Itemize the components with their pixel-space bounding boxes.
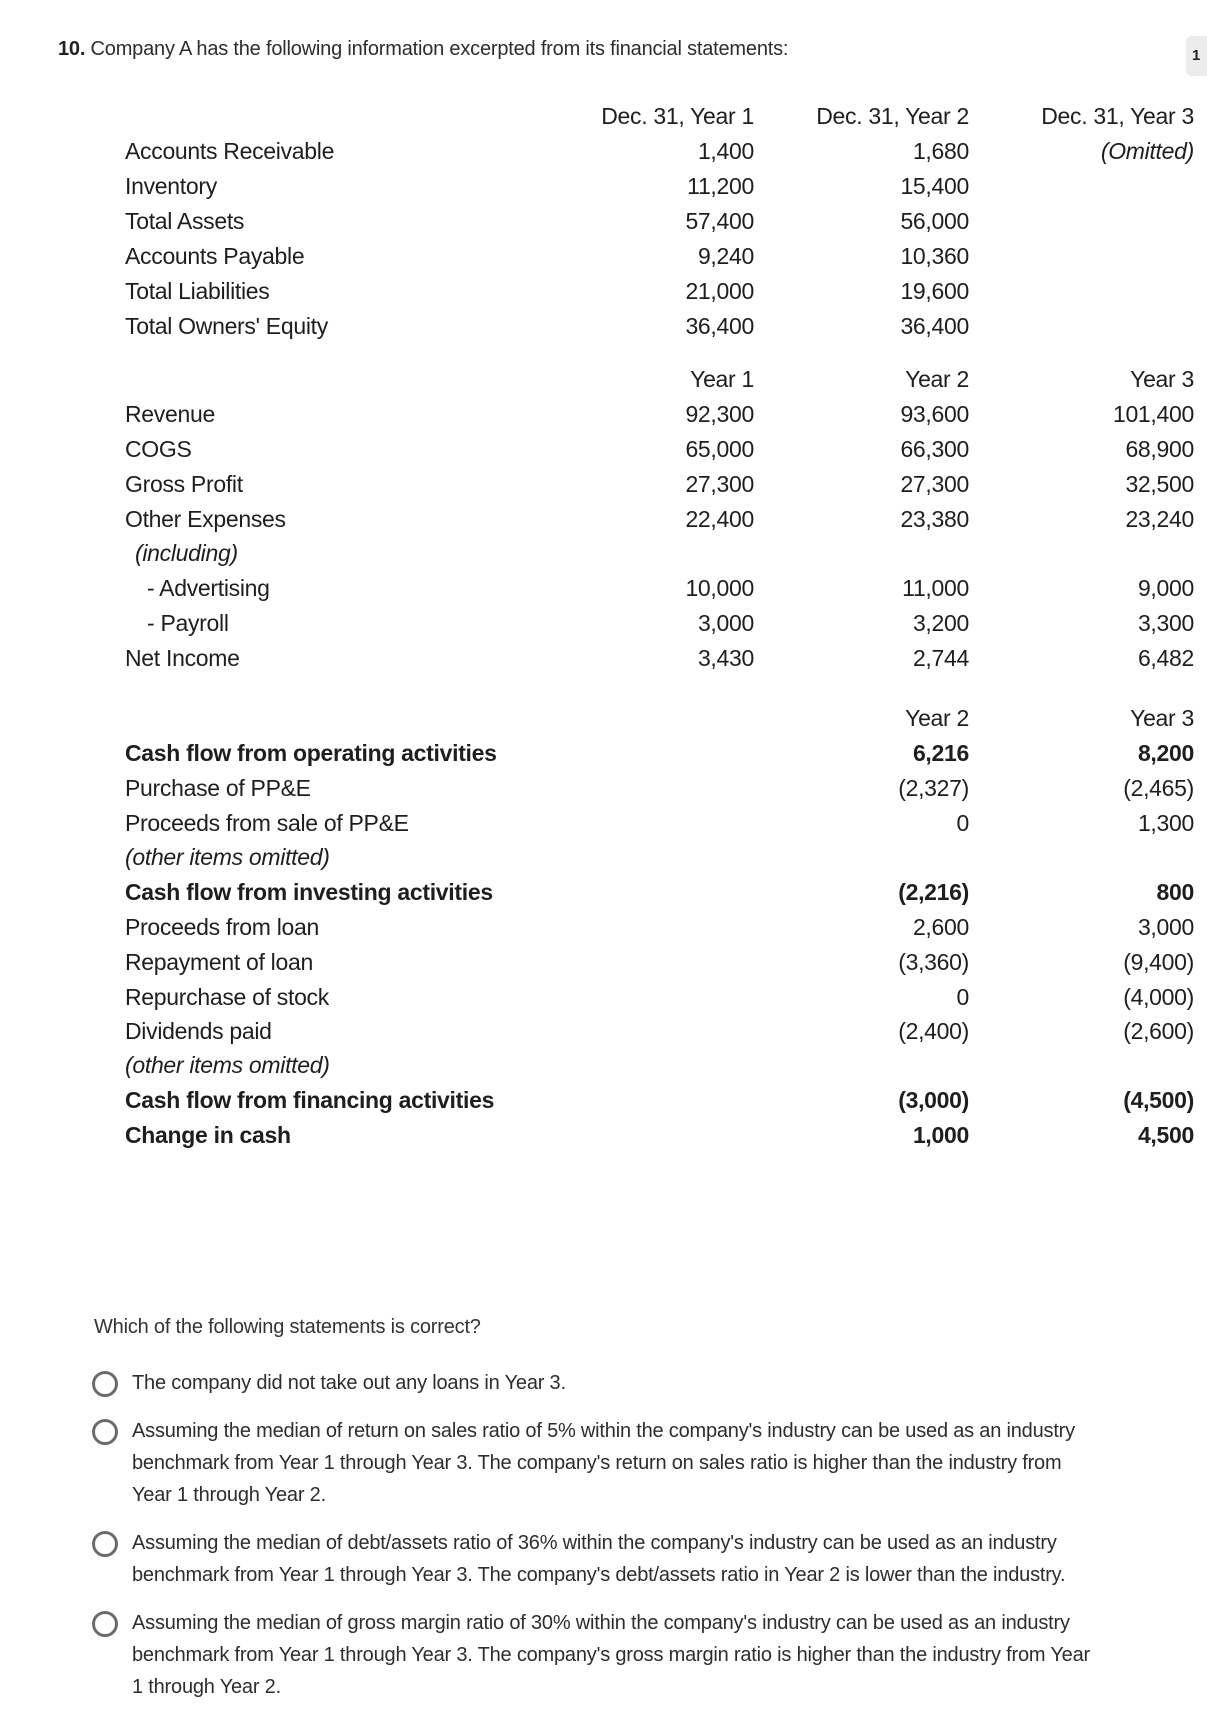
cell-value: 6,216 (912, 740, 969, 766)
option-label: Assuming the median of debt/assets ratio of 36% within the company's industry can be used as an industry benchmark from Year 1 through Year 3. The company's debt/assets ratio in Year 2 is lower than the industry. (132, 1532, 1066, 1586)
row-label: Cash flow from operating activities (125, 740, 497, 766)
table-row (125, 278, 1075, 316)
question-number: 10. (58, 38, 86, 60)
cell-value: 23,380 (900, 506, 969, 532)
row-label: COGS (125, 436, 192, 462)
row-label: (other items omitted) (125, 1052, 330, 1078)
cell-value: 2,600 (912, 914, 969, 940)
table-row (125, 810, 1194, 848)
cell-value: 3,000 (1137, 914, 1194, 940)
row-label: Proceeds from sale of PP&E (125, 810, 409, 836)
option-label: Assuming the median of return on sales ratio of 5% within the company's industry can be used as an industry benchmark from Year 1 through Year 3. The company's return on sales ratio is higher than the industry from Year 1 through Year 2. (132, 1420, 1075, 1506)
answer-option-4[interactable] (92, 1610, 1092, 1703)
cell-value: (2,327) (898, 775, 969, 801)
row-label: Dividends paid (125, 1018, 272, 1044)
table-row (125, 208, 1075, 246)
cell-value: 10,000 (685, 575, 754, 601)
cell-value: (9,400) (1123, 949, 1194, 975)
row-label: (other items omitted) (125, 844, 330, 870)
cell-value: 27,300 (900, 471, 969, 497)
balance-sheet-header-row (125, 103, 1194, 141)
cell-value: 92,300 (685, 401, 754, 427)
column-header: Dec. 31, Year 1 (601, 103, 754, 129)
table-row (125, 436, 1194, 474)
cell-value: 65,000 (685, 436, 754, 462)
table-row (125, 645, 1194, 683)
cell-value: 32,500 (1125, 471, 1194, 497)
radio-button-icon[interactable] (92, 1531, 118, 1557)
cell-value: 3,300 (1137, 610, 1194, 636)
table-row (125, 949, 1194, 987)
cell-value: 1,000 (912, 1122, 969, 1148)
cell-value: 3,430 (697, 645, 754, 671)
column-header: Year 3 (1130, 366, 1194, 392)
cell-value: 101,400 (1112, 401, 1194, 427)
cell-value: 10,360 (900, 243, 969, 269)
cell-value: (3,360) (898, 949, 969, 975)
cell-value: (2,216) (898, 879, 969, 905)
column-header: Dec. 31, Year 3 (1041, 103, 1194, 129)
cell-value: 3,200 (912, 610, 969, 636)
row-label: Other Expenses (125, 506, 286, 532)
cell-value: 1,400 (697, 138, 754, 164)
cell-value: (2,600) (1123, 1018, 1194, 1044)
table-row (125, 540, 1075, 578)
column-header: Year 2 (905, 366, 969, 392)
column-header: Dec. 31, Year 2 (816, 103, 969, 129)
cell-value: 19,600 (900, 278, 969, 304)
table-row (125, 173, 1075, 211)
question-prompt: Which of the following statements is correct? (94, 1316, 481, 1338)
income-statement-header-row (125, 366, 1194, 404)
cell-value: 0 (956, 810, 969, 836)
column-header: Year 3 (1130, 705, 1194, 731)
table-row (125, 401, 1194, 439)
row-label: Repurchase of stock (125, 984, 329, 1010)
table-row (125, 775, 1194, 813)
answer-option-2[interactable] (92, 1418, 1092, 1511)
table-row (125, 1052, 1075, 1090)
cell-value: 15,400 (900, 173, 969, 199)
cell-value: 36,400 (900, 313, 969, 339)
cell-value: 66,300 (900, 436, 969, 462)
row-label: Net Income (125, 645, 240, 671)
option-label: The company did not take out any loans in Year 3. (132, 1372, 566, 1394)
row-label: Gross Profit (125, 471, 243, 497)
row-label: Proceeds from loan (125, 914, 320, 940)
table-row (125, 610, 1194, 648)
table-row (125, 1018, 1194, 1056)
row-label: Cash flow from financing activities (125, 1087, 495, 1113)
cell-value: 1,680 (912, 138, 969, 164)
table-row (125, 1087, 1194, 1125)
cell-value: 56,000 (900, 208, 969, 234)
cell-value: 11,200 (687, 173, 754, 199)
cell-value: 6,482 (1137, 645, 1194, 671)
cell-value: 36,400 (685, 313, 754, 339)
cell-value: 8,200 (1137, 740, 1194, 766)
cell-value: 57,400 (685, 208, 754, 234)
row-label: Total Owners' Equity (125, 313, 328, 339)
row-label: Accounts Receivable (125, 138, 335, 164)
table-row (125, 471, 1194, 509)
cell-value: 9,240 (697, 243, 754, 269)
cell-value: 0 (956, 984, 969, 1010)
cell-value: 11,000 (902, 575, 969, 601)
row-label: (including) (135, 540, 238, 566)
row-label: Cash flow from investing activities (125, 879, 493, 905)
row-label: Total Liabilities (125, 278, 270, 304)
cell-value: 800 (1156, 879, 1194, 905)
row-label: - Advertising (147, 575, 270, 601)
answer-option-3[interactable] (92, 1530, 1092, 1591)
table-row (125, 740, 1194, 778)
cash-flow-header-row (125, 705, 1194, 743)
table-row (125, 984, 1194, 1022)
cell-value: 93,600 (900, 401, 969, 427)
radio-button-icon[interactable] (92, 1611, 118, 1637)
question-header (58, 38, 788, 61)
row-label: Purchase of PP&E (125, 775, 311, 801)
row-label: Inventory (125, 173, 217, 199)
row-label: - Payroll (147, 610, 229, 636)
cell-value: 27,300 (685, 471, 754, 497)
table-row (125, 914, 1194, 952)
cell-value: (Omitted) (1100, 138, 1194, 164)
radio-button-icon[interactable] (92, 1371, 118, 1397)
cell-value: (4,500) (1123, 1087, 1194, 1113)
table-row (125, 1122, 1194, 1160)
row-label: Accounts Payable (125, 243, 305, 269)
cell-value: 2,744 (912, 645, 969, 671)
cell-value: 22,400 (685, 506, 754, 532)
table-row (125, 844, 1075, 882)
cell-value: 3,000 (697, 610, 754, 636)
table-row (125, 879, 1194, 917)
table-row (125, 243, 1075, 281)
table-row (125, 138, 1194, 176)
cell-value: (3,000) (898, 1087, 969, 1113)
row-label: Revenue (125, 401, 215, 427)
cell-value: 1,300 (1137, 810, 1194, 836)
table-row (125, 506, 1194, 544)
row-label: Repayment of loan (125, 949, 313, 975)
row-label: Change in cash (125, 1122, 291, 1148)
question-text: Company A has the following information excerpted from its financial statements: (85, 38, 789, 60)
page-number-badge[interactable]: 1 (1186, 36, 1207, 76)
cell-value: 9,000 (1137, 575, 1194, 601)
cell-value: 21,000 (685, 278, 754, 304)
radio-button-icon[interactable] (92, 1419, 118, 1445)
option-label: Assuming the median of gross margin ratio of 30% within the company's industry can be used as an industry benchmark from Year 1 through Year 3. The company's gross margin ratio is higher than the industry from Year 1 through Year 2. (132, 1612, 1090, 1698)
column-header: Year 1 (690, 366, 754, 392)
answer-option-1[interactable] (92, 1370, 1092, 1399)
cell-value: (2,465) (1123, 775, 1194, 801)
cell-value: 68,900 (1125, 436, 1194, 462)
cell-value: (4,000) (1123, 984, 1194, 1010)
row-label: Total Assets (125, 208, 245, 234)
cell-value: 23,240 (1125, 506, 1194, 532)
table-row (125, 575, 1194, 613)
cell-value: 4,500 (1137, 1122, 1194, 1148)
cell-value: (2,400) (898, 1018, 969, 1044)
column-header: Year 2 (905, 705, 969, 731)
table-row (125, 313, 1075, 351)
